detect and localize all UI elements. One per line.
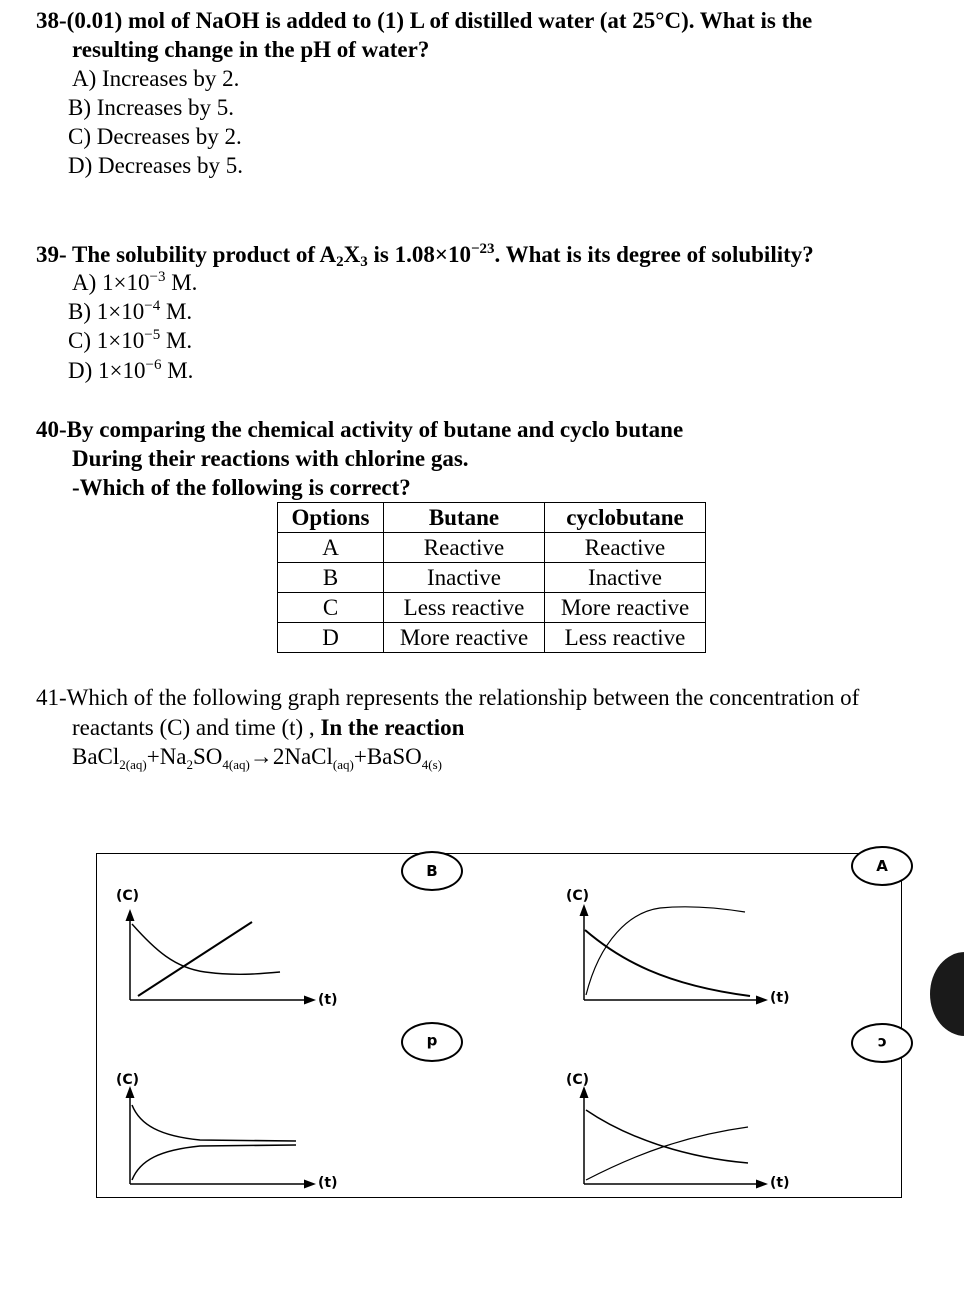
table-cell: C — [278, 593, 384, 623]
axis-label-t: (t) — [318, 1175, 338, 1191]
q41-equation: $BaCl_{2(aq)}+Na_2SO_{4(aq)}\to 2NaCl_{(aq)}+BaSO_{4(s)}$ — [72, 744, 442, 772]
q38-option-c: C) Decreases by 2. — [68, 124, 242, 149]
increasing-curve — [586, 1127, 748, 1180]
table-header-cell: cyclobutane — [545, 503, 706, 533]
graph-top-left — [130, 915, 310, 1000]
axis-label-c: (C) — [566, 1072, 590, 1088]
q40-stem-line1: 40-By comparing the chemical activity of butane and cyclo butane — [36, 417, 684, 442]
axis-label-c: (C) — [116, 888, 140, 904]
table-cell: Inactive — [384, 563, 545, 593]
table-cell: Inactive — [545, 563, 706, 593]
decreasing-curve — [132, 924, 280, 974]
q39-stem: 39- The solubility product of $A_2X_3$ is $1.08\times 10^{-23}$. What is its degree of solubility? — [36, 241, 814, 270]
table-header-cell: Options — [278, 503, 384, 533]
table-cell: A — [278, 533, 384, 563]
axis-label-t: (t) — [318, 992, 338, 1008]
q38-stem-line1: 38-(0.01) mol of NaOH is added to (1) L of distilled water (at 25°C). What is the — [36, 8, 813, 33]
table-cell: More reactive — [384, 623, 545, 653]
option-d-bubble: d — [401, 1022, 463, 1062]
increasing-line — [138, 922, 252, 996]
option-b-bubble: B — [401, 851, 463, 891]
increasing-curve — [586, 907, 745, 995]
option-c-bubble: c — [851, 1023, 913, 1063]
increasing-curve — [132, 1145, 296, 1180]
q38-option-a: A) Increases by 2. — [72, 66, 240, 91]
q39-option-b: B) $1\times 10^{-4}$ M. — [68, 298, 193, 324]
q40-stem-line2: During their reactions with chlorine gas. — [72, 446, 469, 471]
decreasing-curve — [132, 1105, 296, 1141]
q38-option-b: B) Increases by 5. — [68, 95, 235, 120]
graph-top-right — [584, 907, 762, 1000]
q41-stem-line2: reactants (C) and time (t) , In the reaction — [72, 715, 465, 740]
table-cell: Less reactive — [384, 593, 545, 623]
q39-option-d: D) $1\times 10^{-6}$ M. — [68, 357, 194, 383]
graph-bottom-right — [584, 1092, 762, 1184]
table-cell: B — [278, 563, 384, 593]
axis-label-c: (C) — [566, 888, 590, 904]
q39-option-a: A) $1\times 10^{-3}$ M. — [72, 269, 198, 295]
q38-option-d: D) Decreases by 5. — [68, 153, 243, 178]
table-cell: Reactive — [384, 533, 545, 563]
decreasing-curve — [585, 930, 750, 996]
axis-label-c: (C) — [116, 1072, 140, 1088]
table-cell: More reactive — [545, 593, 706, 623]
q40-stem-line3: -Which of the following is correct? — [72, 475, 411, 500]
table-cell: Reactive — [545, 533, 706, 563]
q38-stem-line2: resulting change in the pH of water? — [72, 37, 430, 62]
option-a-bubble: A — [851, 846, 913, 886]
table-cell: Less reactive — [545, 623, 706, 653]
axis-label-t: (t) — [770, 1175, 790, 1191]
graph-bottom-left — [130, 1092, 310, 1184]
table-header-cell: Butane — [384, 503, 545, 533]
axis-label-t: (t) — [770, 990, 790, 1006]
table-cell: D — [278, 623, 384, 653]
decreasing-curve — [586, 1110, 748, 1163]
q39-option-c: C) $1\times 10^{-5}$ M. — [68, 327, 193, 353]
q41-stem-line1: 41-Which of the following graph represents the relationship between the concentration of — [36, 685, 860, 710]
